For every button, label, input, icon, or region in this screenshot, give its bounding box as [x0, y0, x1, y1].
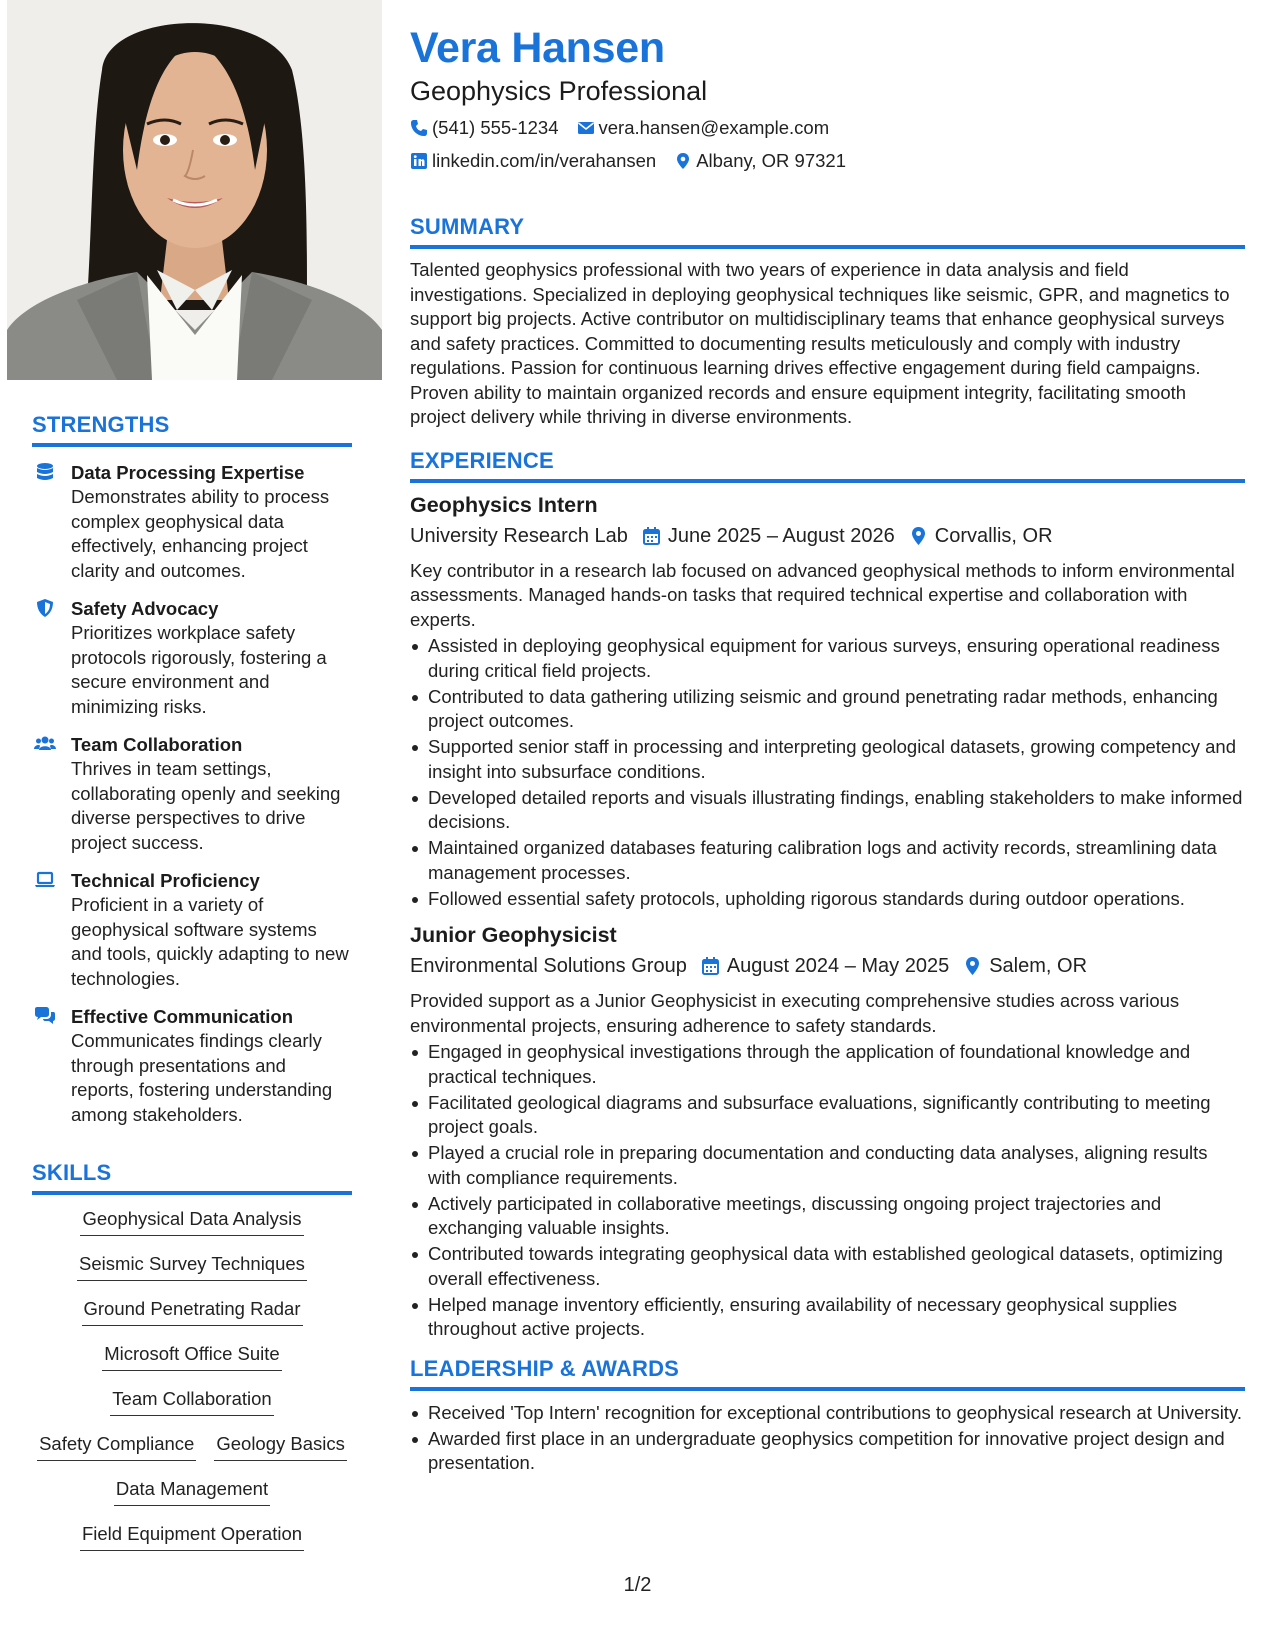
- leadership-heading: LEADERSHIP & AWARDS: [410, 1355, 680, 1381]
- list-item: Assisted in deploying geophysical equipment for various surveys, ensuring operational readiness during critical field projects.: [410, 634, 1245, 683]
- contact-row: [410, 147, 1245, 174]
- left-column: [0, 0, 385, 1650]
- leadership-section: [410, 1356, 1245, 1476]
- experience-heading: EXPERIENCE: [410, 447, 554, 473]
- strength-desc: Thrives in team settings, collaborating openly and seeking diverse perspectives to drive project success.: [71, 758, 341, 853]
- skill-tag: Geology Basics: [214, 1431, 347, 1461]
- job-entry: [410, 491, 1245, 912]
- phone-icon: [410, 119, 428, 137]
- list-item: Contributed to data gathering utilizing seismic and ground penetrating radar methods, enhancing project outcomes.: [410, 685, 1245, 734]
- list-item: Received 'Top Intern' recognition for exceptional contributions to geophysical research at University.: [410, 1401, 1245, 1426]
- list-item: Developed detailed reports and visuals illustrating findings, enabling stakeholders to make informed decisions.: [410, 786, 1245, 835]
- job-description: Provided support as a Junior Geophysicist in executing comprehensive studies across various environmental projects, ensuring adherence to safety standards.: [410, 990, 1180, 1036]
- location-contact: [674, 150, 846, 172]
- job-location: Salem, OR: [989, 955, 1088, 977]
- strength-item: [32, 461, 352, 583]
- list-item: Followed essential safety protocols, upholding rigorous standards during outdoor operations.: [410, 887, 1245, 912]
- shield-icon: [34, 598, 56, 618]
- page-number: 1/2: [623, 1574, 652, 1596]
- job-bullets: [410, 1040, 1245, 1342]
- map-pin-icon: [909, 526, 928, 546]
- job-bullets: [410, 634, 1245, 911]
- list-item: Maintained organized databases featuring calibration logs and activity records, streamlining data management processes.: [410, 836, 1245, 885]
- strength-item: [32, 733, 352, 855]
- phone-contact[interactable]: [410, 117, 559, 139]
- contact-row: [410, 114, 1245, 141]
- skill-tag: Seismic Survey Techniques: [77, 1251, 307, 1281]
- location-text: Albany, OR 97321: [696, 149, 846, 171]
- email-contact[interactable]: [577, 117, 830, 139]
- list-item: Facilitated geological diagrams and subsurface evaluations, significantly contributing to meeting project goals.: [410, 1091, 1245, 1140]
- comments-icon: [34, 1006, 56, 1026]
- summary-heading: SUMMARY: [410, 214, 525, 239]
- job-dates: June 2025 – August 2026: [667, 524, 895, 547]
- candidate-name: Vera Hansen: [410, 24, 665, 72]
- list-item: Helped manage inventory efficiently, ensuring availability of necessary geophysical supplies throughout active projects.: [410, 1293, 1245, 1342]
- strength-title: Technical Proficiency: [71, 870, 260, 891]
- phone-text: (541) 555-1234: [432, 116, 559, 138]
- skill-tag: Safety Compliance: [37, 1431, 196, 1461]
- strength-item: [32, 869, 352, 991]
- linkedin-icon: [410, 152, 428, 170]
- job-dates: August 2024 – May 2025: [726, 955, 950, 977]
- job-company: Environmental Solutions Group: [410, 955, 687, 977]
- calendar-icon: [701, 956, 720, 976]
- skill-tag: Field Equipment Operation: [80, 1521, 304, 1551]
- linkedin-text: linkedin.com/in/verahansen: [432, 149, 657, 171]
- job-title: Junior Geophysicist: [410, 923, 617, 947]
- strength-desc: Communicates findings clearly through presentations and reports, fostering understanding among stakeholders.: [71, 1030, 333, 1125]
- email-text: vera.hansen@example.com: [598, 116, 830, 138]
- list-item: Contributed towards integrating geophysical data with established geological datasets, optimizing overall effectiveness.: [410, 1242, 1245, 1291]
- envelope-icon: [577, 119, 595, 137]
- skills-rule: [32, 1191, 352, 1195]
- map-pin-icon: [963, 956, 982, 976]
- users-icon: [34, 734, 56, 754]
- strength-title: Safety Advocacy: [71, 598, 219, 619]
- strength-desc: Proficient in a variety of geophysical software systems and tools, quickly adapting to new technologies.: [71, 894, 349, 989]
- leadership-bullets: [410, 1401, 1245, 1476]
- job-title: Geophysics Intern: [410, 492, 598, 517]
- strength-item: [32, 597, 352, 719]
- skill-tag: Geophysical Data Analysis: [80, 1206, 303, 1236]
- list-item: Actively participated in collaborative meetings, discussing ongoing project trajectories and exchanging valuable insights.: [410, 1192, 1245, 1241]
- list-item: Supported senior staff in processing and interpreting geological datasets, growing competency and insight into subsurface conditions.: [410, 735, 1245, 784]
- job-meta: [410, 521, 1245, 551]
- skill-tag: Microsoft Office Suite: [102, 1341, 281, 1371]
- skill-tag: Team Collaboration: [110, 1386, 273, 1416]
- skills-heading: SKILLS: [32, 1160, 112, 1185]
- strengths-section: [32, 412, 352, 1127]
- strength-desc: Prioritizes workplace safety protocols rigorously, fostering a secure environment and minimizing risks.: [71, 622, 327, 717]
- laptop-icon: [34, 870, 56, 890]
- profile-photo: [7, 0, 382, 380]
- strengths-heading: STRENGTHS: [32, 412, 170, 437]
- strength-title: Effective Communication: [71, 1006, 294, 1027]
- skill-tag: Ground Penetrating Radar: [82, 1296, 303, 1326]
- job-meta: [410, 951, 1245, 981]
- skill-list: [32, 1206, 352, 1566]
- strength-item: [32, 1005, 352, 1127]
- database-icon: [34, 462, 56, 482]
- strength-title: Team Collaboration: [71, 734, 243, 755]
- experience-section: [410, 448, 1245, 1342]
- job-entry: [410, 921, 1245, 1342]
- job-location: Corvallis, OR: [934, 524, 1053, 547]
- map-pin-icon: [674, 152, 692, 170]
- summary-text: Talented geophysics professional with two years of experience in data analysis and field investigations. Specialized in deploying geophysical techniques like seismic, GPR, and magnetics to support big projects. Active contributor on multidisciplinary teams that enhance geophysical surveys and safety practices. Committed to documenting results meticulously and comply with industry regulations. Passion for continuous learning drives effective engagement during field campaigns. Proven ability to maintain organized records and ensure equipment integrity, facilitating smooth project delivery while thriving in diverse environments.: [410, 259, 1230, 427]
- leadership-rule: [410, 1387, 1245, 1391]
- summary-section: [410, 214, 1245, 430]
- summary-rule: [410, 245, 1245, 249]
- strength-desc: Demonstrates ability to process complex geophysical data effectively, enhancing project clarity and outcomes.: [71, 486, 330, 581]
- right-column: [410, 22, 1245, 1477]
- strengths-rule: [32, 443, 352, 447]
- list-item: Played a crucial role in preparing documentation and conducting data analyses, aligning results with compliance requirements.: [410, 1141, 1245, 1190]
- experience-rule: [410, 479, 1245, 483]
- candidate-title: Geophysics Professional: [410, 76, 708, 106]
- linkedin-contact[interactable]: [410, 150, 656, 172]
- job-company: University Research Lab: [410, 524, 628, 547]
- list-item: Awarded first place in an undergraduate geophysics competition for innovative project design and presentation.: [410, 1427, 1245, 1476]
- strength-title: Data Processing Expertise: [71, 462, 305, 483]
- skills-section: [32, 1160, 352, 1566]
- calendar-icon: [642, 526, 661, 546]
- job-description: Key contributor in a research lab focused on advanced geophysical methods to inform environmental assessments. Managed hands-on tasks that required technical expertise and collaboration with experts.: [410, 559, 1235, 630]
- skill-tag: Data Management: [114, 1476, 270, 1506]
- list-item: Engaged in geophysical investigations through the application of foundational knowledge and practical techniques.: [410, 1040, 1245, 1089]
